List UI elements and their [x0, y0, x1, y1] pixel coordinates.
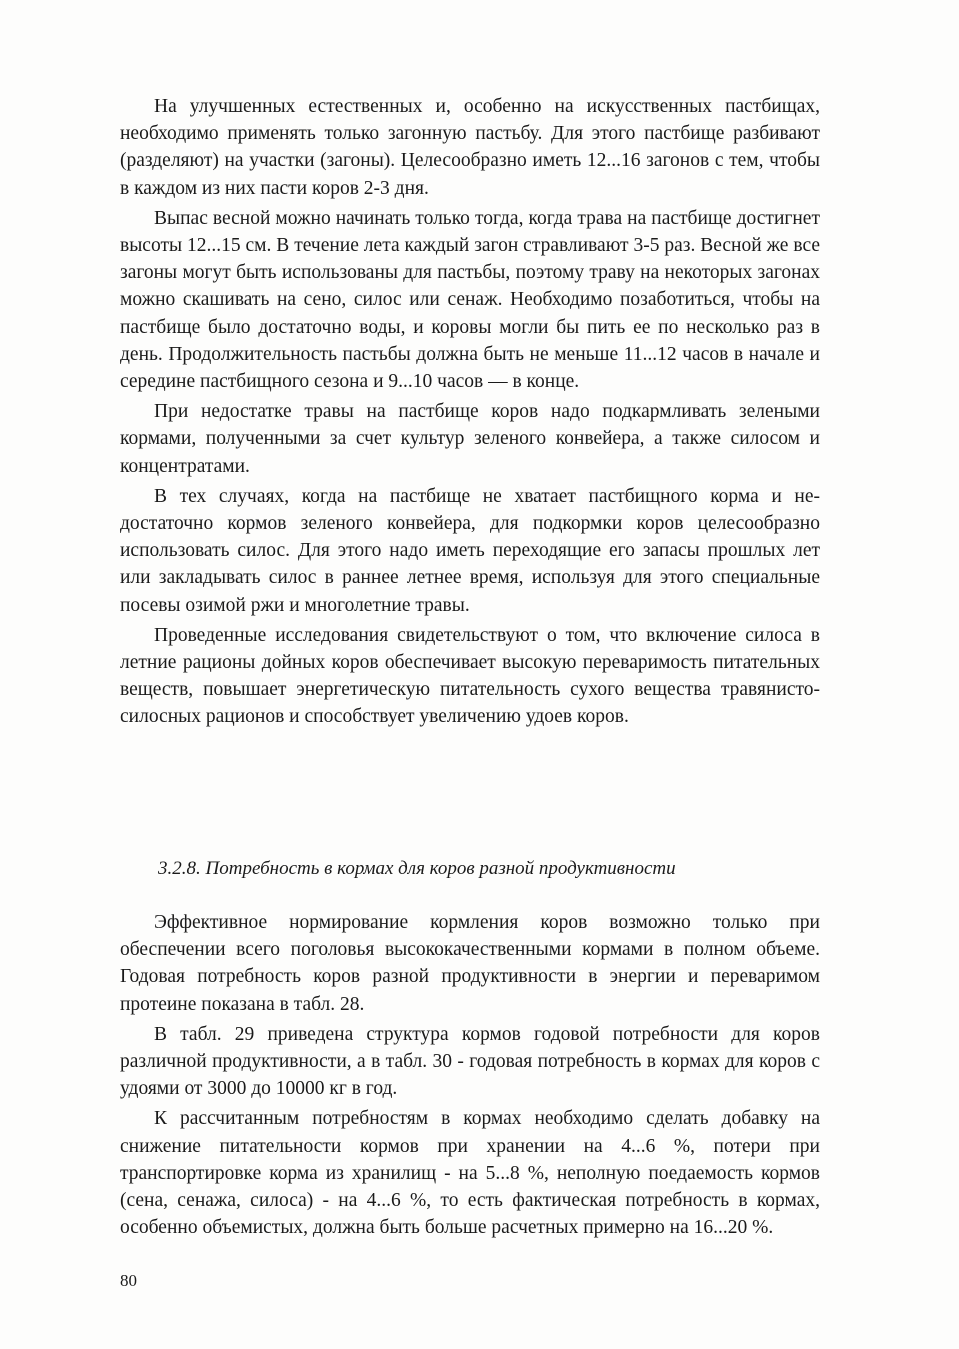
paragraph-pasture-rotation: На улучшенных естественных и, особенно на искусственных пастбищах, необходимо применять только загонную пастьбу. Для этого пастбище разбивают (разделяют) на участки (загоны). Целесообразно иметь 12...16 загонов с тем, чтобы в каждом из них пасти коров 2-3 дня. — [120, 96, 820, 199]
paragraph-feeding-norms: Эффективное нормирование кормления коров возможно только при обеспечении всего поголовья высококачественными кормами в полном объеме. Годовая потребность коров разной продуктивности в энергии и переваримом протеине показана в табл. 28. — [120, 912, 820, 1015]
paragraph-research-findings: Проведенные исследования свидетельствуют о том, что включение силоса в летние рационы дойных коров обеспечивает высокую переваримость питательных веществ, повышает энергетическую питательность сухого вещества травянисто-силосных рационов и способствует увеличению удоев коров. — [120, 624, 820, 728]
paragraph-feed-structure: В табл. 29 приведена структура кормов годовой потребности для коров различной продуктивности, а в табл. 30 - годовая потребность в кормах для коров с удоями от 3000 до 10000 кг в год. — [120, 1023, 820, 1100]
paragraph-spring-grazing: Выпас весной можно начинать только тогда, когда трава на пастбище достигнет высоты 12...15 см. В течение лета каждый загон стравливают 3-5 раз. Весной же все загоны могут быть использованы для пастьбы, поэтому траву на некоторых загонах можно скашивать на сено, силос или сенаж. Необходимо позаботиться, чтобы на пастбище было достаточно воды, и коровы могли бы пить ее по несколько раз в день. Продолжительность пастьбы должна быть не меньше 11...12 часов в начале и середине пастбищного сезона и 9...10 часов — в конце. — [120, 207, 820, 393]
body-text-lower — [120, 909, 820, 1241]
paragraph-silage-use: В тех случаях, когда на пастбище не хватает пастбищного корма и недостаточно кормов зеленого конвейера, для подкормки коров целесообразно использовать силос. Для этого надо иметь переходящие его запасы прошлых лет или закладывать силос в раннее летнее время, используя для этого специальные посевы озимой ржи и многолетние травы. — [120, 485, 820, 616]
section-heading: 3.2.8. Потребность в кормах для коров разной продуктивности — [158, 858, 676, 879]
body-text-upper — [120, 93, 820, 731]
paragraph-feed-losses: К рассчитанным потребностям в кормах необходимо сделать добавку на снижение питательности кормов при хранении на 4...6 %, потери при транспортировке корма из хранилищ - на 5...8 %, неполную поедаемость кормов (сена, сенажа, силоса) - на 4...6 %, то есть фактическая потребность в кормах, особенно объемистых, должна быть больше расчетных примерно на 16...20 %. — [120, 1108, 820, 1239]
page-number: 80 — [120, 1271, 137, 1290]
paragraph-green-feed-supplement: При недостатке травы на пастбище коров надо подкармливать зелеными кормами, полученными за счет культур зеленого конвейера, а также силосом и концентратами. — [120, 401, 820, 477]
